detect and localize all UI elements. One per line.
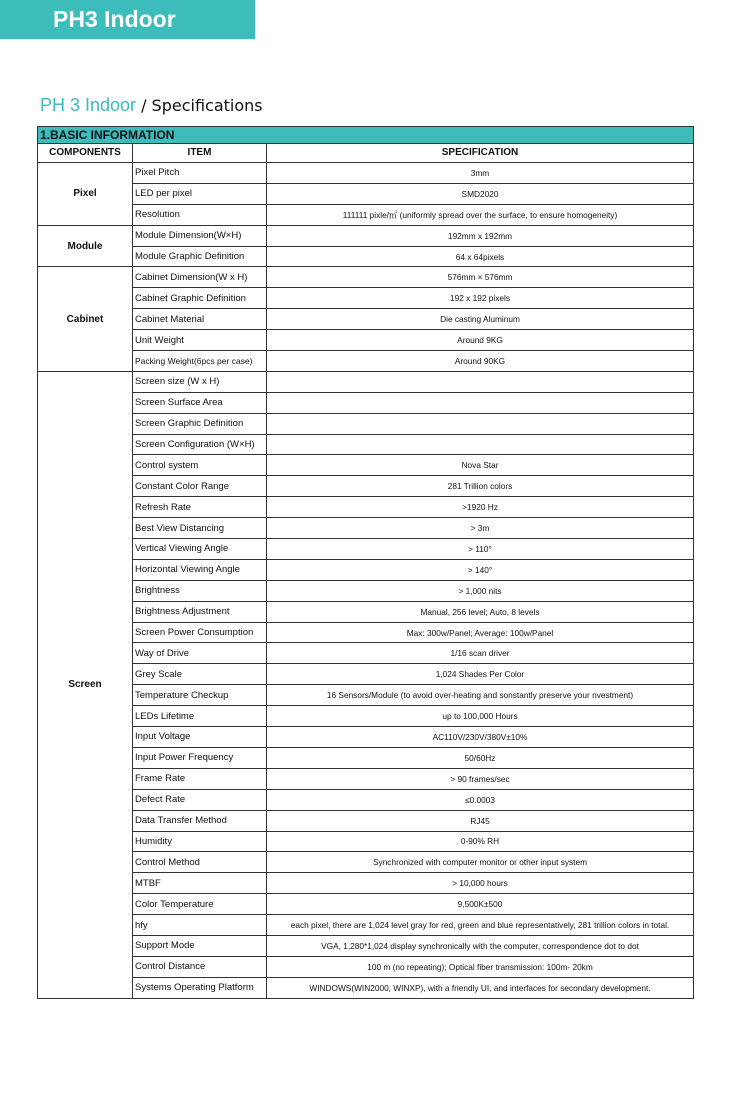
spec-cell: Nova Star: [267, 455, 694, 476]
table-row: [38, 580, 694, 601]
item-cell: Brightness: [133, 580, 267, 601]
spec-cell: 100 m (no repeating); Optical fiber transmission: 100m- 20km: [267, 956, 694, 977]
table-row: [38, 727, 694, 748]
table-row: [38, 831, 694, 852]
spec-cell: [267, 371, 694, 392]
spec-cell: VGA, 1,280*1,024 display synchronically with the computer, correspondence dot to dot: [267, 935, 694, 956]
spec-cell: 0-90% RH: [267, 831, 694, 852]
table-row: [38, 309, 694, 330]
spec-cell: Max: 300w/Panel; Average: 100w/Panel: [267, 622, 694, 643]
spec-cell: 1,024 Shades Per Color: [267, 664, 694, 685]
spec-cell: each pixel, there are 1,024 level gray for red, green and blue representatively, 281 trillion colors in total.: [267, 915, 694, 936]
table-row: [38, 894, 694, 915]
banner-title: PH3 Indoor: [53, 6, 176, 32]
table-row: [38, 476, 694, 497]
item-cell: Data Transfer Method: [133, 810, 267, 831]
page-title: [40, 94, 263, 117]
product-heading: PH 3 Indoor: [40, 95, 137, 115]
item-cell: Best View Distancing: [133, 518, 267, 539]
spec-cell: AC110V/230V/380V±10%: [267, 727, 694, 748]
item-cell: Systems Operating Platform: [133, 977, 267, 998]
item-cell: Defect Rate: [133, 789, 267, 810]
column-header-item: ITEM: [133, 144, 267, 163]
table-row: [38, 267, 694, 288]
item-cell: Temperature Checkup: [133, 685, 267, 706]
table-row: [38, 789, 694, 810]
table-row: [38, 622, 694, 643]
table-row: [38, 747, 694, 768]
table-row: [38, 518, 694, 539]
table-row: [38, 539, 694, 560]
item-cell: Refresh Rate: [133, 497, 267, 518]
item-cell: Module Dimension(W×H): [133, 225, 267, 246]
spec-cell: 50/60Hz: [267, 747, 694, 768]
table-row: [38, 685, 694, 706]
spec-cell: > 140°: [267, 559, 694, 580]
item-cell: Screen size (W x H): [133, 371, 267, 392]
spec-cell: 9,500K±500: [267, 894, 694, 915]
table-row: [38, 601, 694, 622]
item-cell: LED per pixel: [133, 183, 267, 204]
table-row: [38, 810, 694, 831]
item-cell: Constant Color Range: [133, 476, 267, 497]
item-cell: Module Graphic Definition: [133, 246, 267, 267]
item-cell: Support Mode: [133, 935, 267, 956]
spec-table: [37, 126, 694, 999]
item-cell: Screen Surface Area: [133, 392, 267, 413]
table-row: [38, 371, 694, 392]
spec-cell: SMD2020: [267, 183, 694, 204]
item-cell: Frame Rate: [133, 768, 267, 789]
spec-cell: up to 100,000 Hours: [267, 706, 694, 727]
table-row: [38, 225, 694, 246]
table-row: [38, 413, 694, 434]
table-row: [38, 204, 694, 225]
spec-cell: 576mm × 576mm: [267, 267, 694, 288]
component-cell: Module: [38, 225, 133, 267]
spec-cell: Synchronized with computer monitor or other input system: [267, 852, 694, 873]
section-heading: / Specifications: [141, 96, 263, 115]
table-row: [38, 392, 694, 413]
table-row: [38, 956, 694, 977]
item-cell: Pixel Pitch: [133, 163, 267, 184]
table-row: [38, 977, 694, 998]
table-row: [38, 288, 694, 309]
item-cell: LEDs Lifetime: [133, 706, 267, 727]
spec-cell: 111111 pixle/㎡ (uniformly spread over the surface, to ensure homogeneity): [267, 204, 694, 225]
item-cell: Input Power Frequency: [133, 747, 267, 768]
table-row: [38, 330, 694, 351]
spec-cell: WINDOWS(WIN2000, WINXP), with a friendly UI, and interfaces for secondary development.: [267, 977, 694, 998]
item-cell: Screen Graphic Definition: [133, 413, 267, 434]
table-row: [38, 915, 694, 936]
spec-cell: 192 x 192 pixels: [267, 288, 694, 309]
table-row: [38, 434, 694, 455]
spec-cell: Manual, 256 level; Auto, 8 levels: [267, 601, 694, 622]
item-cell: Control system: [133, 455, 267, 476]
item-cell: Horizontal Viewing Angle: [133, 559, 267, 580]
item-cell: Grey Scale: [133, 664, 267, 685]
section-title: 1.BASIC INFORMATION: [38, 127, 694, 144]
table-row: [38, 664, 694, 685]
spec-cell: > 90 frames/sec: [267, 768, 694, 789]
item-cell: Unit Weight: [133, 330, 267, 351]
item-cell: Control Distance: [133, 956, 267, 977]
table-row: [38, 852, 694, 873]
item-cell: Color Temperature: [133, 894, 267, 915]
spec-cell: [267, 434, 694, 455]
item-cell: Brightness Adjustment: [133, 601, 267, 622]
item-cell: MTBF: [133, 873, 267, 894]
item-cell: hfy: [133, 915, 267, 936]
item-cell: Input Voltage: [133, 727, 267, 748]
table-row: [38, 559, 694, 580]
item-cell: Packing Weight(6pcs per case): [133, 351, 267, 372]
spec-cell: > 10,000 hours: [267, 873, 694, 894]
spec-cell: 3mm: [267, 163, 694, 184]
spec-cell: 192mm x 192mm: [267, 225, 694, 246]
spec-cell: > 3m: [267, 518, 694, 539]
spec-cell: ≤0.0003: [267, 789, 694, 810]
spec-cell: 1/16 scan driver: [267, 643, 694, 664]
spec-cell: 281 Trillion colors: [267, 476, 694, 497]
spec-cell: Around 90KG: [267, 351, 694, 372]
spec-cell: >1920 Hz: [267, 497, 694, 518]
spec-cell: Die casting Aluminum: [267, 309, 694, 330]
spec-cell: [267, 413, 694, 434]
item-cell: Screen Configuration (W×H): [133, 434, 267, 455]
item-cell: Resolution: [133, 204, 267, 225]
table-row: [38, 873, 694, 894]
spec-cell: 64 x 64pixels: [267, 246, 694, 267]
table-row: [38, 935, 694, 956]
item-cell: Humidity: [133, 831, 267, 852]
table-row: [38, 455, 694, 476]
table-row: [38, 183, 694, 204]
header-row: [38, 144, 694, 163]
column-header-specification: SPECIFICATION: [267, 144, 694, 163]
item-cell: Vertical Viewing Angle: [133, 539, 267, 560]
column-header-components: COMPONENTS: [38, 144, 133, 163]
item-cell: Screen Power Consumption: [133, 622, 267, 643]
spec-cell: Around 9KG: [267, 330, 694, 351]
spec-cell: RJ45: [267, 810, 694, 831]
title-banner: [0, 0, 255, 39]
table-row: [38, 497, 694, 518]
component-cell: Pixel: [38, 163, 133, 226]
spec-cell: > 1,000 nits: [267, 580, 694, 601]
spec-cell: [267, 392, 694, 413]
table-row: [38, 768, 694, 789]
item-cell: Cabinet Material: [133, 309, 267, 330]
section-title-row: [38, 127, 694, 144]
table-row: [38, 246, 694, 267]
component-cell: Cabinet: [38, 267, 133, 371]
table-row: [38, 643, 694, 664]
spec-cell: > 110°: [267, 539, 694, 560]
table-row: [38, 706, 694, 727]
item-cell: Way of Drive: [133, 643, 267, 664]
spec-body: [38, 163, 694, 999]
table-row: [38, 351, 694, 372]
component-cell: Screen: [38, 371, 133, 998]
spec-cell: 16 Sensors/Module (to avoid over-heating and sonstantly preserve your nvestment): [267, 685, 694, 706]
item-cell: Cabinet Graphic Definition: [133, 288, 267, 309]
table-row: [38, 163, 694, 184]
item-cell: Cabinet Dimension(W x H): [133, 267, 267, 288]
item-cell: Control Method: [133, 852, 267, 873]
